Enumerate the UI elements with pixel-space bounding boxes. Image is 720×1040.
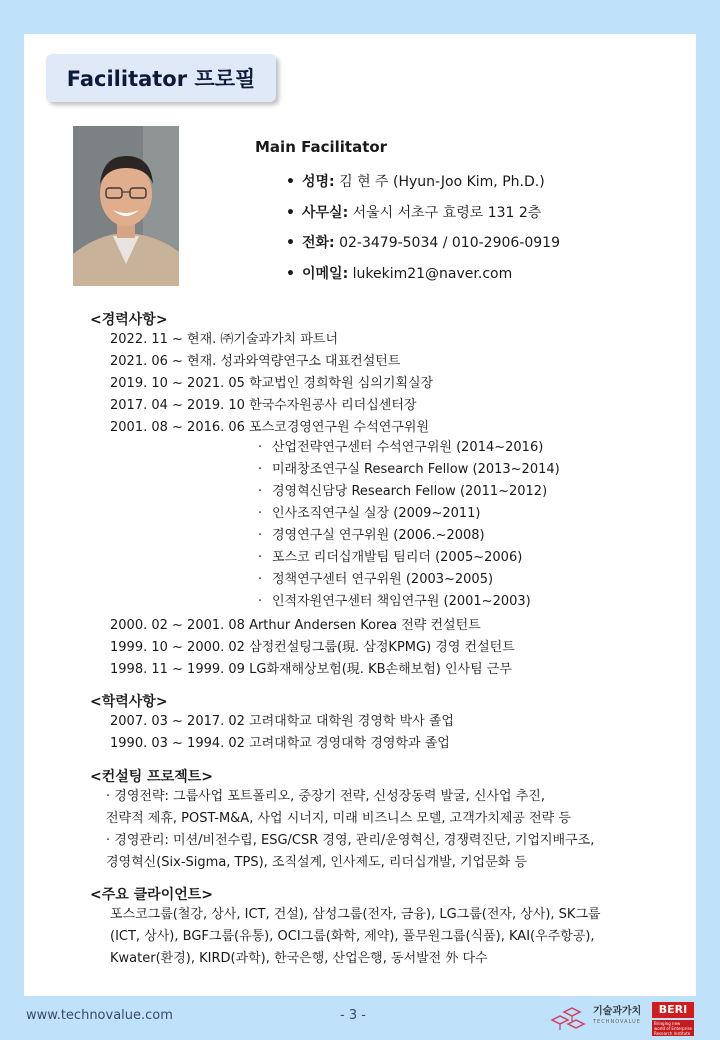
contact-value: 02-3479-5034 / 010-2906-0919 (334, 235, 560, 251)
career-item: 1998. 11 ~ 1999. 09 LG화재해상보험(現. KB손해보험) 인사팀 근무 (110, 662, 512, 677)
education-item: 2007. 03 ~ 2017. 02 고려대학교 대학원 경영학 박사 졸업 (110, 714, 454, 729)
beri-logo (652, 1002, 694, 1034)
bullet-icon: • (286, 174, 295, 190)
career-sub-item: · 미래창조연구실 Research Fellow (2013~2014) (258, 462, 560, 477)
contact-label: 이메일: (302, 265, 349, 282)
projects-line: · 경영전략: 그룹사업 포트폴리오, 중장기 전략, 신성장동력 발굴, 신사업 추진, (106, 789, 545, 804)
cube-logo-icon (548, 1002, 590, 1032)
career-sub-list (258, 437, 560, 613)
projects-heading: <컨설팅 프로젝트> (90, 769, 214, 785)
contact-value: lukekim21@naver.com (348, 265, 513, 282)
career-item: 2017. 04 ~ 2019. 10 한국수자원공사 리더십센터장 (110, 398, 417, 413)
beri-logo-subtitle: Bringing new world of Enterprise Research Institute (654, 1021, 692, 1036)
contact-item-email (286, 264, 560, 295)
clients-line: Kwater(환경), KIRD(과학), 한국은행, 산업은행, 동서발전 外 다수 (110, 951, 488, 966)
career-sub-item: · 인적자원연구센터 책임연구원 (2001~2003) (258, 594, 531, 609)
contact-label: 사무실: (302, 204, 349, 221)
bullet-icon: • (286, 235, 295, 251)
education-item: 1990. 03 ~ 1994. 02 고려대학교 경영대학 경영학과 졸업 (110, 736, 450, 751)
career-item: 2019. 10 ~ 2021. 05 학교법인 경희학원 심의기획실장 (110, 376, 434, 391)
contact-label: 전화: (302, 235, 335, 251)
career-sub-item: · 포스코 리더십개발팀 팀리더 (2005~2006) (258, 550, 523, 565)
projects-text (106, 786, 594, 874)
career-sub-item: · 경영연구실 연구위원 (2006.~2008) (258, 528, 485, 543)
clients-text (110, 904, 601, 970)
bullet-icon: • (286, 265, 295, 282)
career-item: 1999. 10 ~ 2000. 02 삼정컨설팅그룹(現. 삼정KPMG) 경영 컨설턴트 (110, 640, 515, 655)
page-number: - 3 - (340, 1008, 366, 1023)
education-heading: <학력사항> (90, 694, 168, 710)
projects-line: · 경영관리: 미션/비전수립, ESG/CSR 경영, 관리/운영혁신, 경쟁력진단, 기업지배구조, (106, 833, 595, 848)
footer-website-link[interactable]: www.technovalue.com (26, 1008, 173, 1023)
technovalue-logo (548, 1002, 641, 1032)
career-sub-item: · 경영혁신담당 Research Fellow (2011~2012) (258, 484, 548, 499)
career-list-2 (110, 615, 515, 681)
career-item: 2021. 06 ~ 현재. 성과와역량연구소 대표컨설턴트 (110, 354, 401, 369)
career-sub-item: · 정책연구센터 연구위원 (2003~2005) (258, 572, 494, 587)
career-sub-item: · 인사조직연구실 실장 (2009~2011) (258, 506, 481, 521)
profile-photo (73, 126, 179, 286)
career-item: 2001. 08 ~ 2016. 06 포스코경영연구원 수석연구위원 (110, 420, 430, 435)
clients-line: (ICT, 상사), BGF그룹(유통), OCI그룹(화학, 제약), 풀무원그룹(식품), KAI(우주항공), (110, 929, 595, 944)
clients-heading: <주요 클라이언트> (90, 887, 214, 903)
bullet-icon: • (286, 204, 295, 221)
career-sub-item: · 산업전략연구센터 수석연구위원 (2014~2016) (258, 440, 544, 455)
beri-logo-text: BERI (652, 1002, 694, 1018)
person-portrait-image (73, 126, 179, 286)
career-item: 2022. 11 ~ 현재. ㈜기술과가치 파트너 (110, 332, 339, 347)
education-list (110, 711, 454, 755)
contact-list (286, 172, 560, 294)
career-list (110, 329, 433, 439)
contact-item-phone (286, 233, 560, 264)
page-title: Facilitator 프로필 (46, 54, 276, 102)
contact-item-name (286, 172, 560, 203)
projects-line: 전략적 제휴, POST-M&A, 사업 시너지, 미래 비즈니스 모델, 고객가치제공 전략 등 (106, 811, 571, 826)
contact-item-office (286, 203, 560, 234)
contact-label: 성명: (302, 174, 335, 190)
main-facilitator-label: Main Facilitator (255, 138, 388, 156)
technovalue-logo-text: 기술과가치 TECHNOVALUE (593, 1006, 642, 1025)
projects-line: 경영혁신(Six-Sigma, TPS), 조직설계, 인사제도, 리더십개발, 기업문화 등 (106, 855, 527, 870)
career-item: 2000. 02 ~ 2001. 08 Arthur Andersen Korea 전략 컨설턴트 (110, 618, 481, 633)
slide-page (24, 34, 696, 996)
clients-line: 포스코그룹(철강, 상사, ICT, 건설), 삼성그룹(전자, 금융), LG그룹(전자, 상사), SK그룹 (110, 907, 601, 922)
contact-value: 김 현 주 (Hyun-Joo Kim, Ph.D.) (334, 174, 545, 190)
career-heading: <경력사항> (90, 312, 168, 328)
contact-value: 서울시 서초구 효령로 131 2층 (348, 204, 542, 221)
